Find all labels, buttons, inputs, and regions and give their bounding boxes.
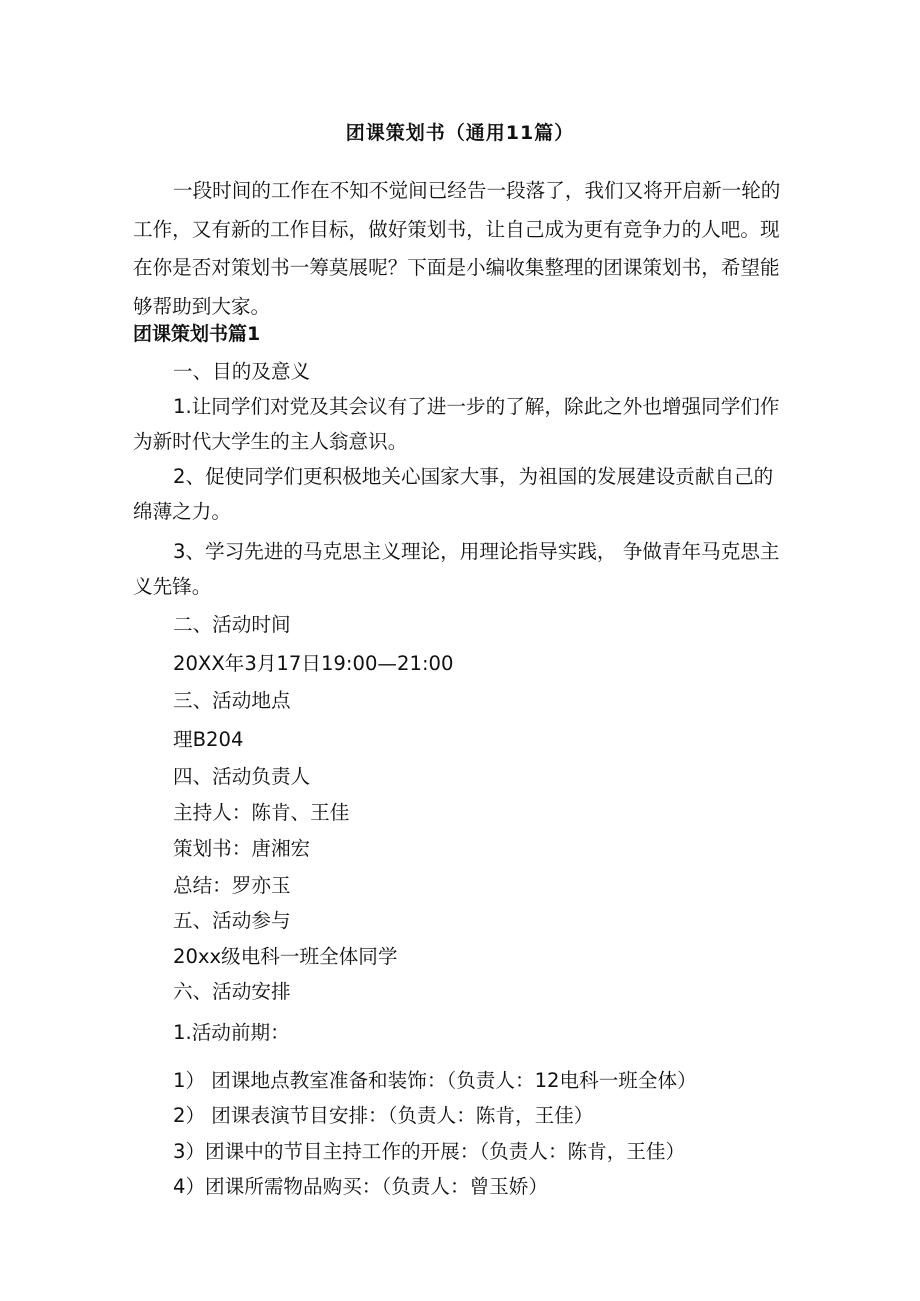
leader-summary: 总结：罗亦玉 — [173, 874, 291, 897]
leader-planner: 策划书：唐湘宏 — [173, 837, 311, 860]
intro-line: 一段时间的工作在不知不觉间已经告一段落了，我们又将开启新一轮的 — [173, 179, 781, 202]
arrangement-heading: 六、活动安排 — [173, 980, 291, 1003]
purpose-item-line: 3、学习先进的马克思主义理论，用理论指导实践， 争做青年马克思主 — [173, 540, 780, 563]
leader-host: 主持人：陈肯、王佳 — [173, 801, 350, 824]
purpose-item-line: 1.让同学们对党及其会议有了进一步的了解，除此之外也增强同学们作 — [173, 395, 780, 418]
place-heading: 三、活动地点 — [173, 689, 291, 712]
participants-heading: 五、活动参与 — [173, 909, 291, 932]
arrangement-phase: 1.活动前期： — [173, 1021, 290, 1044]
section-heading: 团课策划书篇1 — [133, 323, 261, 345]
place-value: 理B204 — [173, 728, 244, 751]
arrangement-task: 4）团课所需物品购买：（负责人：曾玉娇） — [173, 1175, 548, 1198]
purpose-heading: 一、目的及意义 — [173, 360, 311, 383]
time-heading: 二、活动时间 — [173, 613, 291, 636]
purpose-item-line: 义先锋。 — [133, 575, 212, 598]
arrangement-task: 1） 团课地点教室准备和装饰：（负责人：12电科一班全体） — [173, 1069, 697, 1092]
arrangement-task: 3）团课中的节目主持工作的开展：（负责人：陈肯，王佳） — [173, 1140, 686, 1163]
intro-paragraph — [133, 172, 793, 326]
arrangement-task: 2） 团课表演节目安排：（负责人：陈肯，王佳） — [173, 1104, 594, 1127]
purpose-item-line: 2、促使同学们更积极地关心国家大事，为祖国的发展建设贡献自己的 — [173, 465, 774, 488]
time-value: 20XX年3月17日19:00—21:00 — [173, 652, 454, 675]
intro-line: 够帮助到大家。 — [133, 294, 271, 318]
purpose-item-line: 为新时代大学生的主人翁意识。 — [133, 430, 408, 453]
intro-line: 工作，又有新的工作目标，做好策划书，让自己成为更有竞争力的人吧。现 — [133, 217, 780, 241]
document-title: 团课策划书（通用11篇） — [345, 122, 575, 144]
purpose-item-line: 绵薄之力。 — [133, 500, 231, 523]
purpose-item-2 — [133, 459, 793, 529]
participants-value: 20xx级电科一班全体同学 — [173, 945, 398, 968]
purpose-item-1 — [133, 389, 793, 459]
intro-line: 在你是否对策划书一筹莫展呢？下面是小编收集整理的团课策划书，希望能 — [133, 256, 780, 279]
leaders-heading: 四、活动负责人 — [173, 765, 311, 788]
purpose-item-3 — [133, 534, 793, 604]
